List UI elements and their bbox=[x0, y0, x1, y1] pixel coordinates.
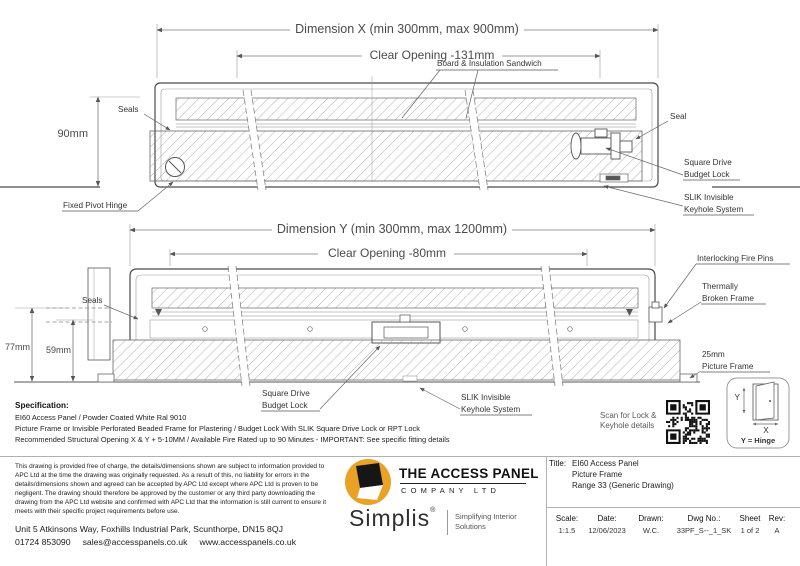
drawn-label: Drawn: bbox=[638, 514, 664, 523]
dimension-y-label: Dimension Y (min 300mm, max 1200mm) bbox=[276, 222, 508, 236]
website-url: www.accesspanels.co.uk bbox=[199, 537, 297, 547]
depth-59-label: 59mm bbox=[45, 345, 71, 355]
picture-frame-label-2: Picture Frame bbox=[702, 362, 754, 371]
fire-pins-label: Interlocking Fire Pins bbox=[697, 254, 774, 263]
email-address: sales@accesspanels.co.uk bbox=[82, 537, 188, 547]
slik-bottom-label-1: SLIK Invisible bbox=[461, 393, 511, 402]
title-label: Title: bbox=[549, 459, 567, 468]
brand-name: THE ACCESS PANEL bbox=[399, 466, 539, 481]
top-section-body bbox=[0, 76, 800, 190]
board-sandwich-label: Board & Insulation Sandwich bbox=[437, 59, 542, 68]
door-leaf-icon bbox=[756, 382, 774, 420]
dwgno-value: 33PF_S--_1_SK bbox=[676, 526, 732, 535]
qr-code bbox=[666, 400, 710, 444]
seals-top-label: Seals bbox=[118, 105, 139, 114]
thermally-label-2: Broken Frame bbox=[702, 294, 754, 303]
keyhole-plate-top bbox=[600, 174, 628, 182]
slik-top-label-2: Keyhole System bbox=[684, 205, 744, 214]
simplis-logo: Simplis® bbox=[349, 505, 437, 531]
wall-profile bbox=[88, 268, 110, 360]
seal-label: Seal bbox=[670, 112, 687, 121]
specification-heading: Specification: bbox=[15, 401, 69, 410]
sheet-value: 1 of 2 bbox=[740, 526, 760, 535]
specification-block bbox=[15, 401, 545, 445]
square-drive-top-label-2: Budget Lock bbox=[684, 170, 730, 179]
dwgno-label: Dwg No.: bbox=[687, 514, 721, 523]
spec-line-2: Picture Frame or Invisible Perforated Beaded Frame for Plastering / Budget Lock With SLIK Square Drive Lock or RPT Lock bbox=[15, 423, 420, 433]
date-label: Date: bbox=[597, 514, 617, 523]
brand-subname: COMPANY LTD bbox=[401, 486, 501, 495]
qr-note bbox=[600, 411, 662, 431]
titleblock-divider bbox=[546, 456, 547, 566]
thermally-label-1: Thermally bbox=[702, 282, 738, 291]
disclaimer-text: This drawing is provided free of charge, the details/dimensions shown are subject to information provided to APC Ltd at the time the drawing was originally requested. As a result of this, no liability for errors in the details/dimensions shown and agreed can be accepted by APC Ltd except where APC Ltd is proven to be negligent. The drawing should therefore be approved by the customer or any third party downloading the drawing from the APC Ltd website and confirmed with APC Ltd that the information is still current to ensure it meets with their specific project requirements before use. bbox=[15, 463, 327, 516]
depth-77-label: 77mm bbox=[4, 342, 30, 352]
square-drive-top-label-1: Square Drive bbox=[684, 158, 732, 167]
clear-opening-y-label: Clear Opening -80mm bbox=[327, 246, 447, 260]
title-line-1: EI60 Access Panel bbox=[572, 459, 639, 468]
title-line-2: Picture Frame bbox=[572, 470, 623, 479]
apc-logo-icon bbox=[345, 459, 391, 505]
dimension-x-label: Dimension X (min 300mm, max 900mm) bbox=[295, 22, 519, 36]
dimension-x-lines bbox=[157, 21, 658, 78]
panel-body bbox=[150, 131, 642, 181]
hinge-key-note: Y = Hinge bbox=[740, 436, 776, 445]
seals-bottom-label: Seals bbox=[82, 296, 103, 305]
hinge-key-x: X bbox=[763, 426, 769, 435]
contact-line bbox=[15, 537, 296, 547]
depth-90-label: 90mm bbox=[57, 128, 88, 140]
brand-rule bbox=[400, 483, 526, 484]
sheet-label: Sheet bbox=[739, 514, 761, 523]
simplis-divider bbox=[447, 510, 448, 535]
panel-body-bottom bbox=[113, 340, 680, 380]
qr-note-line-2: Keyhole details bbox=[600, 421, 655, 430]
titleblock-rule bbox=[547, 507, 800, 508]
clear-opening-x-label: Clear Opening -131mm bbox=[369, 48, 495, 62]
registered-mark: ® bbox=[430, 507, 437, 514]
spec-line-3: Recommended Structural Opening X & Y + 5-10MM / Available Fire Rated up to 90 Minutes - IMPORTANT: See specific fitting details bbox=[15, 434, 450, 444]
footer-divider bbox=[0, 456, 800, 457]
simplis-tagline: Simplifying Interior Solutions bbox=[455, 512, 517, 531]
scale-label: Scale: bbox=[555, 514, 579, 523]
hinge-key-diagram bbox=[727, 378, 789, 448]
picture-frame-label-1: 25mm bbox=[702, 350, 725, 359]
slik-top-label-1: SLIK Invisible bbox=[684, 193, 734, 202]
rev-value: A bbox=[774, 526, 780, 535]
keyhole-bottom bbox=[403, 376, 417, 381]
dimension-y-lines bbox=[130, 221, 655, 266]
spec-line-1: EI60 Access Panel / Powder Coated White Ral 9010 bbox=[15, 413, 187, 422]
rev-label: Rev: bbox=[768, 514, 786, 523]
title-line-3: Range 33 (Generic Drawing) bbox=[572, 481, 674, 490]
scale-value: 1:1.5 bbox=[558, 526, 576, 535]
qr-note-line-1: Scan for Lock & bbox=[600, 411, 657, 420]
drawn-value: W.C. bbox=[642, 526, 660, 535]
hinge-key-y: Y bbox=[734, 393, 740, 402]
date-value: 12/06/2023 bbox=[588, 526, 626, 535]
bottom-section-body bbox=[14, 266, 700, 386]
fixed-pivot-hinge-label: Fixed Pivot Hinge bbox=[63, 201, 128, 210]
slik-bottom-label-2: Keyhole System bbox=[461, 405, 521, 414]
phone-number: 01724 853090 bbox=[15, 537, 71, 547]
square-drive-bottom-label-1: Square Drive bbox=[262, 389, 310, 398]
address-line: Unit 5 Atkinsons Way, Foxhills Industrial Park, Scunthorpe, DN15 8QJ bbox=[15, 524, 283, 534]
square-drive-bottom-label-2: Budget Lock bbox=[262, 401, 308, 410]
